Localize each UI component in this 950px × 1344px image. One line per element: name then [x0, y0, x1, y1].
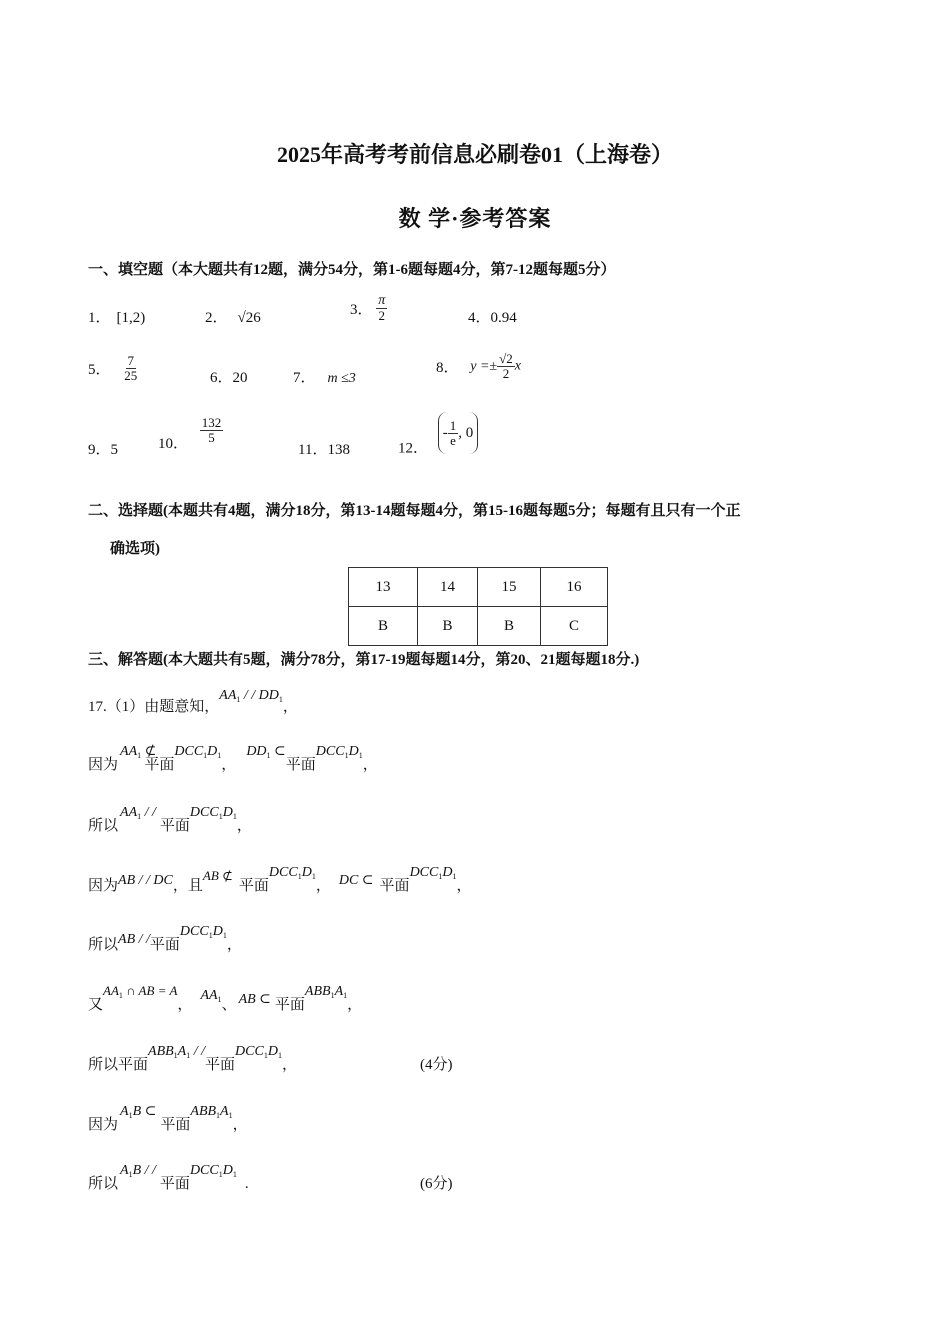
answer-4: 4．0.94 — [468, 310, 517, 326]
proof-line-3: 因为AB / / DC，且AB ⊄平面$DCC_1D_1$， DC ⊂ 平面$DCC_1D_1$， — [88, 865, 472, 894]
answer-2: 2． √26 — [205, 310, 261, 326]
table-cell: B — [418, 607, 478, 646]
table-cell: B — [478, 607, 541, 646]
section2-heading-cont: 确选项) — [110, 541, 160, 557]
answer-7: 7． m ≤3 — [293, 370, 356, 386]
section1-heading: 一、填空题（本大题共有12题，满分54分，第1-6题每题4分，第7-12题每题5分） — [88, 262, 616, 278]
answer-12: 12． - $\frac{1}{e}$ , 0 — [398, 412, 478, 457]
page-title: 2025年高考考前信息必刷卷01（上海卷） — [276, 142, 673, 167]
proof-line-7: 因为$A_1B$ ⊂平面$ABB_1A_1$， — [88, 1104, 248, 1133]
q17-intro: 17.（1）由题意知，$AA_1$ / / $DD_1$， — [88, 688, 298, 715]
answer-table — [348, 567, 608, 646]
answer-3: 3． $\frac{\pi}{2}$ — [350, 293, 386, 323]
table-header-cell: 13 — [349, 568, 418, 607]
table-row — [349, 607, 608, 646]
proof-line-5: 又$AA_1$ ∩ AB = A，$AA_1$、 AB ⊂ 平面$ABB_1A_1$， — [88, 983, 363, 1013]
table-header-cell: 16 — [541, 568, 608, 607]
answer-11: 11．138 — [298, 442, 350, 458]
score-6: (6分) — [420, 1176, 453, 1192]
table-cell: B — [349, 607, 418, 646]
answer-9: 9．5 — [88, 442, 119, 458]
answer-8: 8． y =± $\frac{√2}{2}$ x — [436, 351, 521, 381]
proof-line-6: 所以平面$ABB_1A_1$ / /平面$DCC_1D_1$， — [88, 1044, 297, 1073]
proof-line-8: 所以$A_1B$ / /平面$DCC_1D_1$. — [88, 1163, 249, 1192]
answer-1: 1． [1,2) — [88, 310, 146, 326]
table-header-cell: 14 — [418, 568, 478, 607]
table-row — [349, 568, 608, 607]
table-header-cell: 15 — [478, 568, 541, 607]
answer-5: 5． $\frac{7}{25}$ — [88, 353, 138, 383]
page-subtitle: 数 学·参考答案 — [398, 206, 552, 231]
proof-line-1: 因为$AA_1$ ⊄平面$DCC_1D_1$，$DD_1$ ⊂平面$DCC_1D_1$， — [88, 744, 378, 773]
proof-line-4: 所以AB / /平面$DCC_1D_1$， — [88, 924, 242, 953]
section2-heading: 二、选择题(本题共有4题，满分18分，第13-14题每题4分，第15-16题每题5分；每题有且只有一个正 — [88, 503, 741, 519]
answer-6: 6．20 — [210, 370, 248, 386]
table-cell: C — [541, 607, 608, 646]
score-4: (4分) — [420, 1057, 453, 1073]
answer-10: 10． $\frac{132}{5}$ — [158, 415, 222, 452]
proof-line-2: 所以$AA_1$ / /平面$DCC_1D_1$， — [88, 805, 252, 834]
section3-heading: 三、解答题(本大题共有5题，满分78分，第17-19题每题14分，第20、21题每题18分.) — [88, 652, 640, 668]
